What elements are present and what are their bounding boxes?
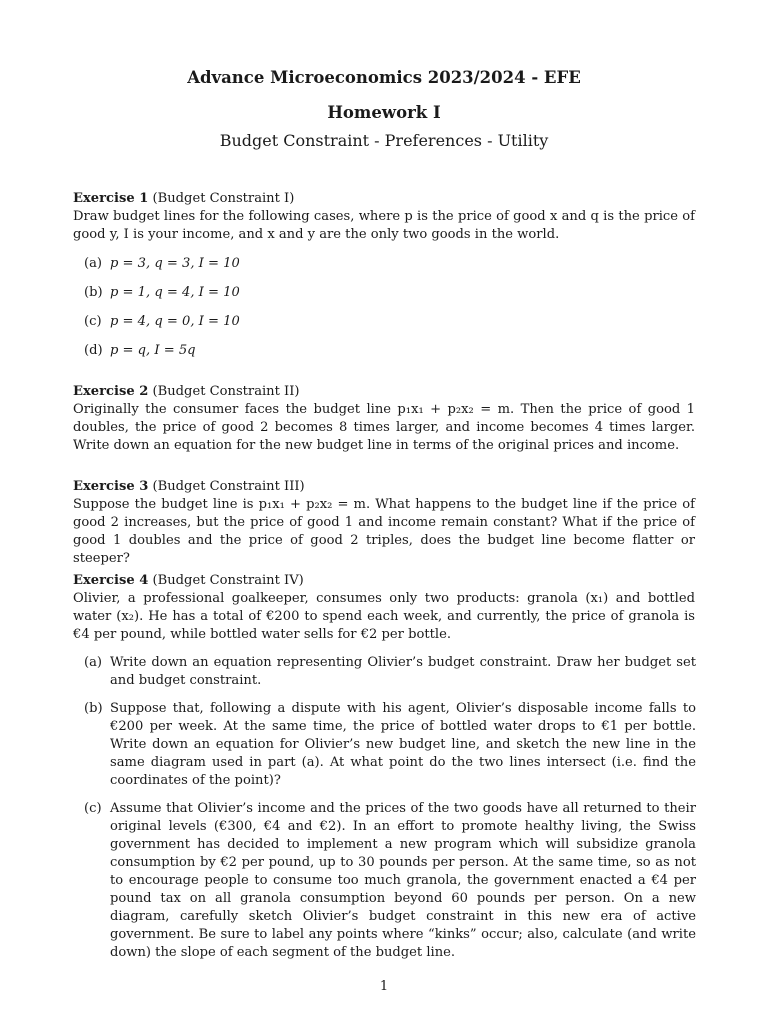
exercise-4-text: Olivier, a professional goalkeeper, consumes only two products: granola (x₁) and bottled water (x₂). He has a total of €200 to spend each week, and currently, the price of granola is €4 per pound, while bottled water sells for €2 per bottle. bbox=[73, 591, 695, 642]
exercise-3 bbox=[73, 478, 695, 568]
exercise-1-item-a bbox=[84, 255, 696, 273]
exercise-1-item-d bbox=[84, 342, 696, 360]
item-text: p = 1, q = 4, I = 10 bbox=[110, 285, 240, 300]
item-label: (b) bbox=[84, 701, 103, 716]
exercise-4-item-c bbox=[84, 800, 696, 962]
exercise-4-topic: (Budget Constraint IV) bbox=[152, 573, 304, 588]
exercise-2-text: Originally the consumer faces the budget line p₁x₁ + p₂x₂ = m. Then the price of good 1 doubles, the price of good 2 becomes 8 times larger, and income becomes 4 times larger. Write down an equation for the new budget line in terms of the original prices and income. bbox=[73, 402, 695, 453]
item-text: Suppose that, following a dispute with his agent, Olivier’s disposable income falls to €200 per week. At the same time, the price of bottled water drops to €1 per bottle. Write down an equation for Olivier’s new budget line, and sketch the new line in the same diagram used in part (a). At what point do the two lines intersect (i.e. find the coordinates of the point)? bbox=[110, 701, 696, 788]
item-text: p = 4, q = 0, I = 10 bbox=[110, 314, 240, 329]
exercise-4-heading bbox=[73, 572, 695, 590]
item-text: Assume that Olivier’s income and the prices of the two goods have all returned to their original levels (€300, €4 and €2). In an effort to promote healthy living, the Swiss government has decided to implement a new program which will subsidize granola consumption by €2 per pound, up to 30 pounds per person. At the same time, so as not to encourage people to consume too much granola, the government enacted a €4 per pound tax on all granola consumption beyond 60 pounds per person. On a new diagram, carefully sketch Olivier’s budget constraint in this new era of active government. Be sure to label any points where “kinks” occur; also, calculate (and write down) the slope of each segment of the budget line. bbox=[110, 801, 696, 960]
course-title: Advance Microeconomics 2023/2024 - EFE bbox=[187, 68, 581, 87]
item-text: p = 3, q = 3, I = 10 bbox=[110, 256, 240, 271]
exercise-2-label: Exercise 2 bbox=[73, 384, 149, 399]
item-label: (a) bbox=[84, 256, 103, 271]
exercise-4-item-a bbox=[84, 654, 696, 690]
item-label: (b) bbox=[84, 285, 103, 300]
exercise-4-label: Exercise 4 bbox=[73, 573, 149, 588]
exercise-1-text: Draw budget lines for the following cases, where p is the price of good x and q is the price of good y, I is your income, and x and y are the only two goods in the world. bbox=[73, 209, 695, 242]
exercise-3-label: Exercise 3 bbox=[73, 479, 149, 494]
exercise-2-heading bbox=[73, 383, 695, 401]
item-label: (d) bbox=[84, 343, 103, 358]
exercise-1 bbox=[73, 190, 695, 244]
item-text: Write down an equation representing Olivier’s budget constraint. Draw her budget set and budget constraint. bbox=[110, 655, 696, 688]
exercise-3-text: Suppose the budget line is p₁x₁ + p₂x₂ = m. What happens to the budget line if the price of good 2 increases, but the price of good 1 and income remain constant? What if the price of good 1 doubles and the price of good 2 triples, does the budget line become flatter or steeper? bbox=[73, 497, 695, 566]
homework-title: Homework I bbox=[327, 103, 441, 122]
exercise-4-item-b bbox=[84, 700, 696, 790]
exercise-1-heading bbox=[73, 190, 695, 208]
exercise-1-item-b bbox=[84, 284, 696, 302]
exercise-3-topic: (Budget Constraint III) bbox=[152, 479, 305, 494]
item-label: (a) bbox=[84, 655, 103, 670]
item-text: p = q, I = 5q bbox=[110, 343, 196, 358]
exercise-1-label: Exercise 1 bbox=[73, 191, 149, 206]
exercise-3-heading bbox=[73, 478, 695, 496]
exercise-2-topic: (Budget Constraint II) bbox=[152, 384, 300, 399]
exercise-2 bbox=[73, 383, 695, 455]
exercise-1-item-c bbox=[84, 313, 696, 331]
exercise-1-topic: (Budget Constraint I) bbox=[152, 191, 295, 206]
exercise-4 bbox=[73, 572, 695, 644]
item-label: (c) bbox=[84, 314, 102, 329]
homework-subtitle: Budget Constraint - Preferences - Utility bbox=[219, 131, 549, 150]
page-number: 1 bbox=[379, 979, 389, 994]
item-label: (c) bbox=[84, 801, 102, 816]
